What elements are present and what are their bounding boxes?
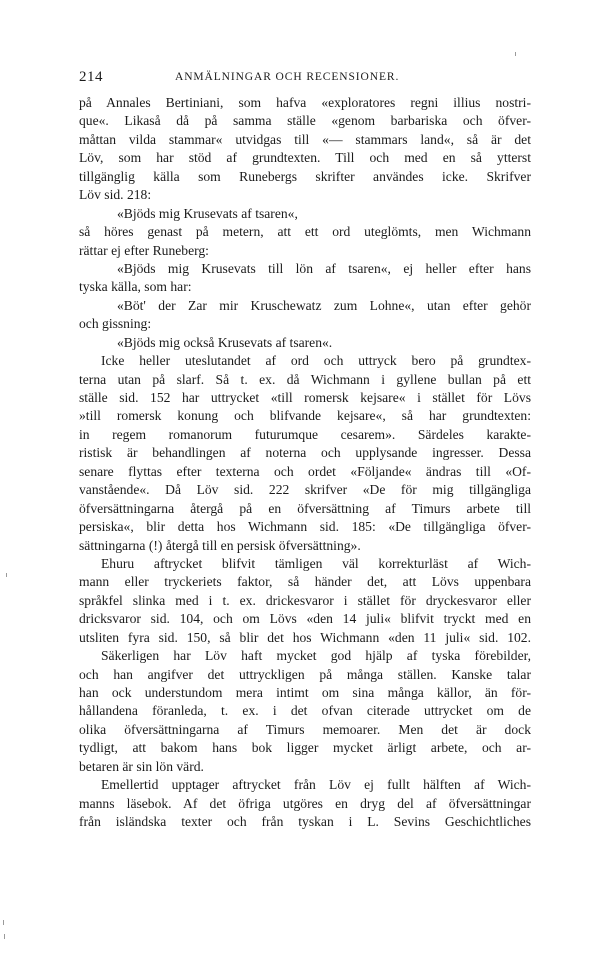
paragraph-2-line-7: senare flyttas efter texterna och ordet «Följande« ändras till «Of- (79, 463, 531, 479)
verse-line-4: «Bjöds mig också Krusevats af tsaren«. (117, 334, 333, 350)
margin-speck (3, 920, 4, 925)
paragraph-2-line-1: Icke heller uteslutandet af ord och uttryck bero på grundtex- (101, 353, 531, 369)
paragraph-2-line-3: ställe sid. 152 har uttrycket «till romersk kejsare« i stället för Lövs (79, 390, 531, 405)
verse-line-1: «Bjöds mig Krusevats af tsaren«, (117, 205, 298, 221)
paragraph-4-line-7: betaren är sin lön värd. (79, 758, 204, 774)
paragraph-4-line-5: olika öfversättningarna af Timurs memoarer. Men det är dock (79, 721, 531, 737)
paragraph-2-line-10: persiska«, blir detta hos Wichmann sid. 185: «De tillgängliga öfver- (79, 519, 531, 535)
paragraph-4-line-2: och han angifver det uttryckligen på många ställen. Kanske talar (79, 666, 531, 682)
running-title: ANMÄLNINGAR OCH RECENSIONER. (175, 71, 400, 83)
text-line-6: Löv sid. 218: (79, 187, 152, 203)
paragraph-2-line-2: terna utan på slarf. Så t. ex. då Wichmann i gyllene bullan på ett (79, 371, 531, 387)
paragraph-5-line-3: från isländska texter och från tyskan i L. Sevins Geschichtliches (79, 814, 531, 830)
paragraph-2-line-4: »till romersk konung och blifvande kejsare«, så har grundtexten: (79, 408, 531, 424)
paragraph-3-line-1: Ehuru aftrycket blifvit tämligen väl korrekturläst af Wich- (101, 555, 531, 571)
text-line-10: och gissning: (79, 316, 152, 332)
paragraph-2-line-6: ristisk är behandlingen af noterna och upplysande ingresser. Dessa (79, 445, 531, 461)
body-text (79, 94, 531, 832)
margin-speck (4, 934, 5, 939)
paragraph-3-line-5: utsliten fyra sid. 150, så blir det hos Wichmann «den 11 juli« sid. 102. (79, 629, 531, 645)
paragraph-4-line-4: hållandena föranleda, t. ex. i det ofvan citerade uttrycket om de (79, 703, 531, 719)
text-line-5: tillgänglig källa som Runebergs skrifter användes icke. Skrifver (79, 168, 531, 184)
text-line-4: Löv, som har stöd af grundtexten. Till och med en så ytterst (79, 150, 531, 166)
paragraph-4-line-1: Säkerligen har Löv haft mycket god hjälp af tyska förebilder, (101, 648, 531, 664)
paragraph-4-line-3: han ock understundom mera intimt om sina många källor, än för- (79, 685, 531, 700)
paragraph-4-line-6: tydligt, att bakom hans bok ligger mycket ärligt arbete, och ar- (79, 740, 531, 756)
paragraph-2-line-5: in regem romanorum futurumque cesarem». Särdeles karakte- (79, 426, 531, 442)
text-line-8: rättar ej efter Runeberg: (79, 242, 209, 258)
text-line-2: que«. Likaså då på samma ställe «genom barbariska och öfver- (79, 113, 531, 129)
paragraph-5-line-2: manns läsebok. Af det öfriga utgöres en dryg del af öfversättningar (79, 795, 531, 811)
margin-speck (6, 573, 7, 577)
verse-line-3: «Böt' der Zar mir Kruschewatz zum Lohne«, utan efter gehör (117, 297, 531, 313)
paragraph-3-line-3: språkfel slinka med i t. ex. drickesvaror i stället för dryckesvaror eller (79, 592, 531, 608)
paragraph-2-line-9: öfversättningarna återgå på en öfversättning af Timurs arbete till (79, 500, 531, 516)
page-number: 214 (79, 69, 103, 85)
verse-line-2: «Bjöds mig Krusevats till lön af tsaren«, ej heller efter hans (117, 260, 531, 276)
text-line-1: på Annales Bertiniani, som hafva «exploratores regni illius nostri- (79, 95, 531, 110)
text-line-3: måttan vilda stammar« utvidgas till «— stammars land«, så är det (79, 131, 531, 147)
text-line-9: tyska källa, som har: (79, 279, 192, 295)
text-line-7: så höres genast på metern, att ett ord uteglömts, men Wichmann (79, 224, 531, 240)
paragraph-2-line-8: vanstående«. Då Löv sid. 222 skrifver «De för mig tillgängliga (79, 482, 531, 498)
margin-speck (515, 52, 516, 56)
paragraph-3-line-2: mann eller tryckeriets faktor, så händer det, att Lövs uppenbara (79, 574, 531, 590)
page-header (79, 69, 531, 89)
paragraph-2-line-11: sättningarna (!) återgå till en persisk öfversättning». (79, 537, 361, 553)
paragraph-3-line-4: dricksvaror sid. 104, och om Lövs «den 14 juli« blifvit tryckt med en (79, 611, 531, 627)
paragraph-5-line-1: Emellertid upptager aftrycket från Löv ej fullt hälften af Wich- (101, 777, 531, 793)
